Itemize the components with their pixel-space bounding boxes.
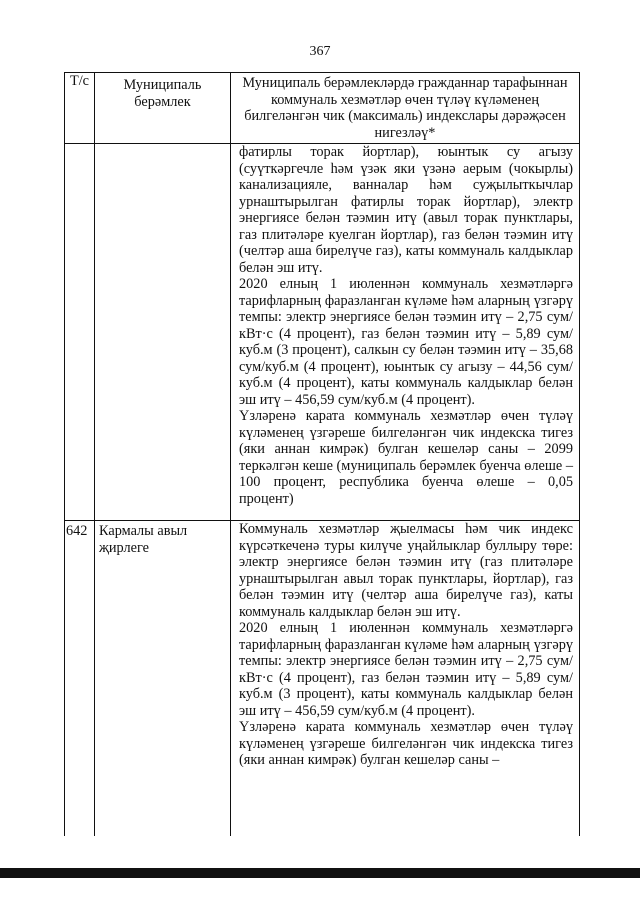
paragraph-population: Үзләренә карата коммуналь хезмәтләр өчен түләү күләменең үзгәреше билгеләнгән чик индекска тигез (яки аннан кимрәк) булган кешеләр саны – 2099 теркәлгән кеше (муниципаль берәмлек буенча өлеше – 100 процент, республика буенча өлеше – 0,05 процент) xyxy=(239,408,573,507)
paragraph-population: Үзләренә карата коммуналь хезмәтләр өчен түләү күләменең үзгәреше билгеләнгән чик индекска тигез (яки аннан кимрәк) булган кешеләр саны – xyxy=(239,719,573,768)
header-number: Т/с xyxy=(65,73,95,144)
municipal-index-table xyxy=(64,72,580,836)
header-index-justification: Муниципаль берәмлекләрдә гражданнар тарафыннан коммуналь хезмәтләр өчен түләү күләменең билгеләнгән чик (максималь) индекслары дәрәҗәсен нигезләү* xyxy=(231,73,580,144)
page-number: 367 xyxy=(309,44,331,59)
paragraph-tariffs: 2020 елның 1 июленнән коммуналь хезмәтләргә тарифларның фаразланган күләме һәм аларның үзгәрү темпы: электр энергиясе белән тәэмин итү – 2,75 сум/кВт·с (4 процент), газ белән тәэмин итү – 5,89 сум/куб.м (3 процент), каты коммуналь калдыклар белән эш итү – 456,59 сум/куб.м (4 процент). xyxy=(239,620,573,719)
row-municipality: Кармалы авыл җирлеге xyxy=(95,521,231,837)
table-header-row xyxy=(65,73,580,144)
table-row xyxy=(65,521,580,837)
header-municipality: Муниципаль берәмлек xyxy=(95,73,231,144)
row-municipality xyxy=(95,144,231,521)
table-row xyxy=(65,144,580,521)
paragraph-tariffs: 2020 елның 1 июленнән коммуналь хезмәтләргә тарифларның фаразланган күләме һәм аларның үзгәрү темпы: электр энергиясе белән тәэмин итү – 2,75 сум/кВт·с (4 процент), газ белән тәэмин итү – 5,89 сум/куб.м (3 процент), салкын су белән тәэмин итү – 35,68 сум/куб.м (4 процент), юынтык су агызу – 44,56 сум/куб.м (4 процент), каты коммуналь калдыклар белән эш итү – 456,59 сум/куб.м (4 процент). xyxy=(239,276,573,408)
row-description xyxy=(231,521,580,837)
paragraph-services: фатирлы торак йортлар), юынтык су агызу (суүткәргечле һәм үзәк яки үзәнә аерым (чокырлы) канализацияле, ванналар һәм суҗылыткычлар урнаштырылган фатирлы торак йортлар), электр энергиясе белән тәэмин итү (авыл торак пунктлары, газ плитәләре куелган йортлар), газ белән тәэмин итү (челтәр аша бирелүче газ), каты коммуналь калдыклар белән эш итү. xyxy=(239,144,573,276)
scan-border-bar xyxy=(0,868,640,878)
row-number: 642 xyxy=(65,521,95,837)
row-description xyxy=(231,144,580,521)
paragraph-services: Коммуналь хезмәтләр җыелмасы һәм чик индекс күрсәткеченә туры килүче уңайлыклар буллыру төре: электр энергиясе белән тәэмин итү (газ плитәләре урнаштырылган авыл торак пунктлары, йортлар), газ белән тәэмин итү (челтәр аша бирелүче газ), каты коммуналь калдыклар белән эш итү. xyxy=(239,521,573,620)
row-number xyxy=(65,144,95,521)
